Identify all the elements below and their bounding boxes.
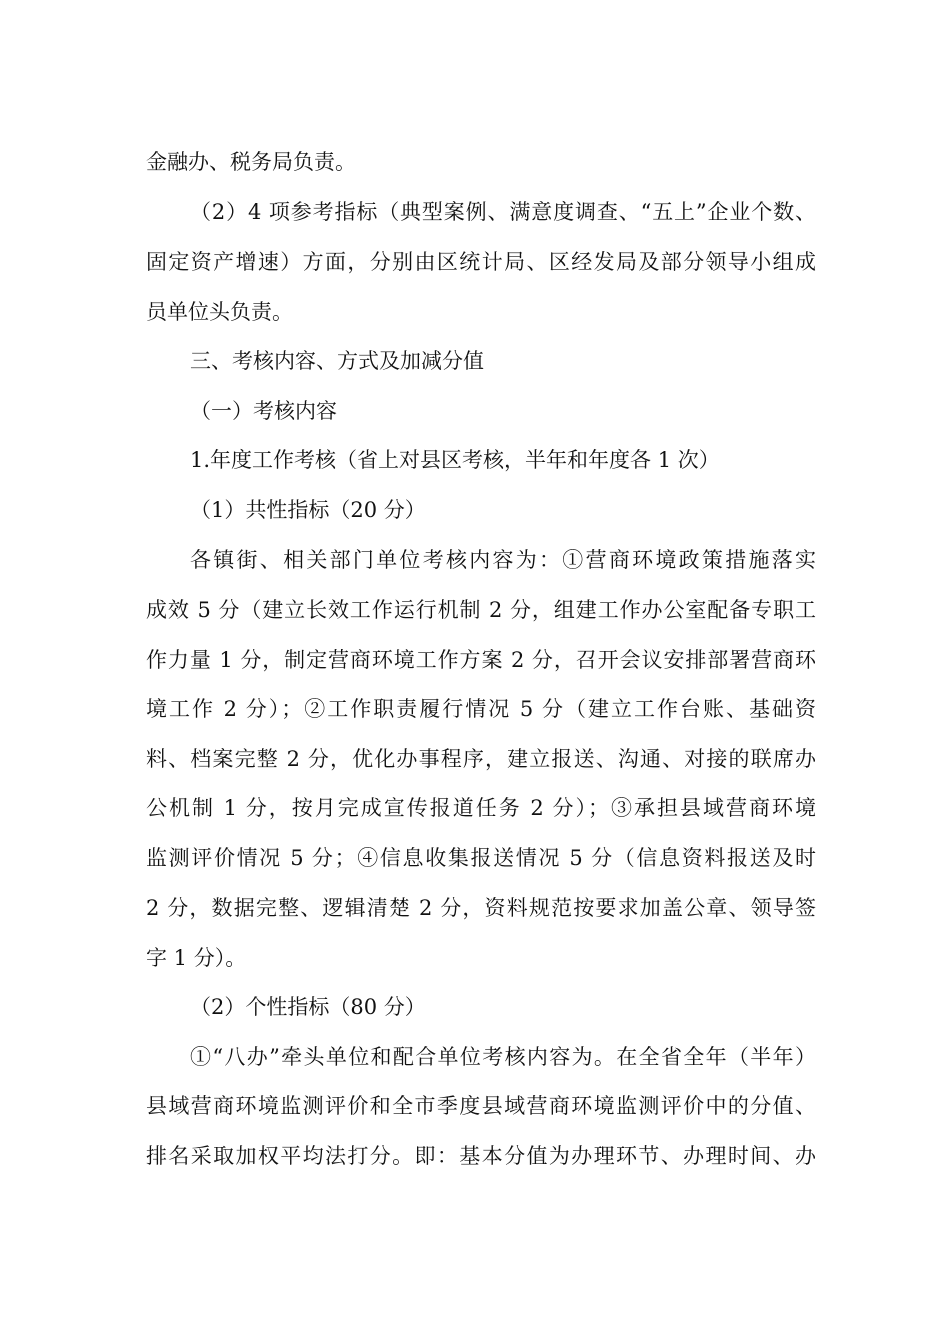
body-text-line: 字 1 分）。 xyxy=(146,946,247,970)
paragraph-start-line: 各镇街、相关部门单位考核内容为：①营商环境政策措施落实 xyxy=(190,548,816,572)
body-text-line: 监测评价情况 5 分；④信息收集报送情况 5 分（信息资料报送及时 xyxy=(146,846,816,870)
body-text-line: 员单位头负责。 xyxy=(146,300,293,324)
body-text-line: 作力量 1 分，制定营商环境工作方案 2 分，召开会议安排部署营商环 xyxy=(146,648,816,672)
paragraph-start-line: （2）4 项参考指标（典型案例、满意度调查、“五上”企业个数、 xyxy=(190,200,816,224)
subitem-heading: （2）个性指标（80 分） xyxy=(190,995,426,1019)
paragraph-start-line: ①“八办”牵头单位和配合单位考核内容为。在全省全年（半年） xyxy=(190,1045,816,1069)
body-text-line: 料、档案完整 2 分，优化办事程序，建立报送、沟通、对接的联席办 xyxy=(146,747,816,771)
body-text-line: 公机制 1 分，按月完成宣传报道任务 2 分）；③承担县域营商环境 xyxy=(146,796,816,820)
body-text-line: 排名采取加权平均法打分。即：基本分值为办理环节、办理时间、办 xyxy=(146,1144,816,1168)
body-text-line: 2 分，数据完整、逻辑清楚 2 分，资料规范按要求加盖公章、领导签 xyxy=(146,896,816,920)
body-text-line: 固定资产增速）方面，分别由区统计局、区经发局及部分领导小组成 xyxy=(146,250,816,274)
section-heading: 三、考核内容、方式及加减分值 xyxy=(190,349,484,373)
body-text-line: 境工作 2 分）；②工作职责履行情况 5 分（建立工作台账、基础资 xyxy=(146,697,816,721)
body-text-line: 县域营商环境监测评价和全市季度县域营商环境监测评价中的分值、 xyxy=(146,1094,816,1118)
item-heading: 1.年度工作考核（省上对县区考核，半年和年度各 1 次） xyxy=(190,448,720,472)
subsection-heading: （一）考核内容 xyxy=(190,399,337,423)
body-text-line: 金融办、税务局负责。 xyxy=(146,150,356,174)
body-text-line: 成效 5 分（建立长效工作运行机制 2 分，组建工作办公室配备专职工 xyxy=(146,598,816,622)
subitem-heading: （1）共性指标（20 分） xyxy=(190,498,426,522)
